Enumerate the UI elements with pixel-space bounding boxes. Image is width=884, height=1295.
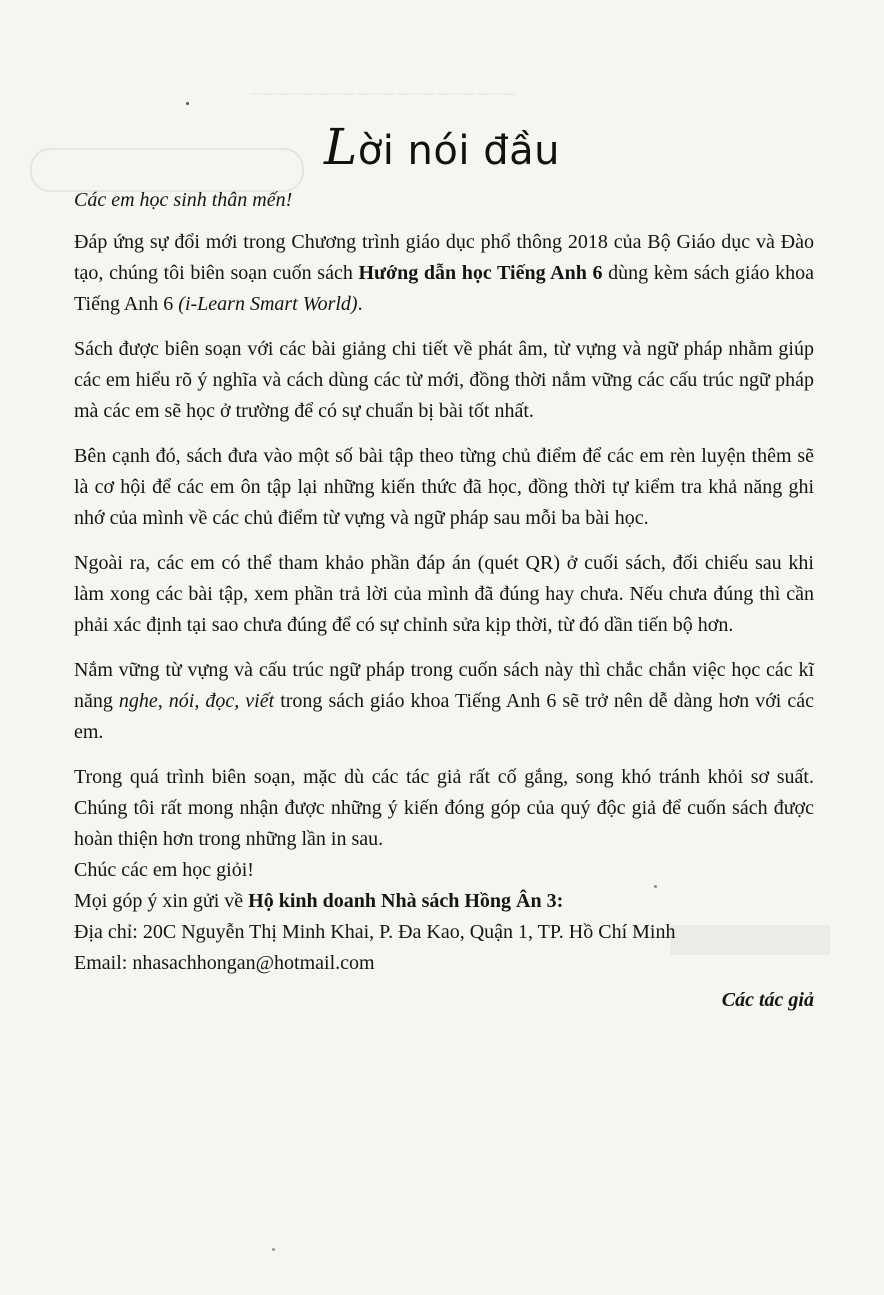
title-rest: ời nói đầu xyxy=(357,128,560,174)
paragraph-1-text-2: dùng kèm sách giáo khoa Tiếng Anh 6 xyxy=(74,262,815,315)
speck xyxy=(186,102,189,105)
book-title: Hướng dẫn học Tiếng Anh 6 xyxy=(358,262,603,284)
speck xyxy=(272,1248,275,1251)
contact-colon: : xyxy=(556,890,564,912)
contact-organization: Hộ kinh doanh Nhà sách Hồng Ân 3 xyxy=(248,890,557,912)
greeting: Các em học sinh thân mến! xyxy=(74,189,293,211)
paragraph-6: Trong quá trình biên soạn, mặc dù các tác giả rất cố gắng, song khó tránh khỏi sơ suất. Chúng tôi rất mong nhận được những ý kiến đóng góp của quý độc giả để cuốn sách được hoàn thiện hơn trong những lần in sau. xyxy=(74,766,814,850)
paragraph-5 xyxy=(74,655,814,748)
paragraph-3: Bên cạnh đó, sách đưa vào một số bài tập theo từng chủ điểm để các em rèn luyện thêm sẽ là cơ hội để các em ôn tập lại những kiến thức đã học, đồng thời tự kiểm tra khả năng ghi nhớ của mình về các chủ điểm từ vựng và ngữ pháp sau mỗi ba bài học. xyxy=(74,445,814,529)
preface-body xyxy=(74,185,814,1016)
contact-lead: Mọi góp ý xin gửi về xyxy=(74,890,249,912)
contact-email: Email: nhasachhongan@hotmail.com xyxy=(74,952,375,974)
paragraph-2: Sách được biên soạn với các bài giảng chi tiết về phát âm, từ vựng và ngữ pháp nhằm giúp các em hiểu rõ ý nghĩa và cách dùng các từ mới, đồng thời nắm vững các cấu trúc ngữ pháp mà các em sẽ học ở trường để có sự chuẩn bị bài tốt nhất. xyxy=(74,338,814,422)
title-initial: L xyxy=(324,118,358,176)
textbook-series: (i-Learn Smart World) xyxy=(178,293,358,315)
contact-line xyxy=(74,886,814,917)
paragraph-5-text-2: trong sách giáo khoa Tiếng Anh 6 sẽ trở nên dễ dàng hơn với các em. xyxy=(74,690,814,743)
skills-list: nghe, nói, đọc, viết xyxy=(118,690,275,712)
paragraph-1-text-3: . xyxy=(357,293,363,315)
closing-wish: Chúc các em học giỏi! xyxy=(74,859,254,881)
show-through-bleed: ──────────────────── xyxy=(250,86,517,103)
paragraph-1 xyxy=(74,227,814,320)
contact-address: Địa chỉ: 20C Nguyễn Thị Minh Khai, P. Đa Kao, Quận 1, TP. Hồ Chí Minh xyxy=(74,921,676,943)
paragraph-1-text: Đáp ứng sự đổi mới trong Chương trình giáo dục phổ thông 2018 của Bộ Giáo dục và Đào tạo, chúng tôi biên soạn cuốn sách xyxy=(74,231,814,284)
page-title xyxy=(0,118,884,176)
paragraph-4: Ngoài ra, các em có thể tham khảo phần đáp án (quét QR) ở cuối sách, đối chiếu sau khi làm xong các bài tập, xem phần trả lời của mình đã đúng hay chưa. Nếu chưa đúng thì cần phải xác định tại sao chưa đúng để có sự chỉnh sửa kịp thời, từ đó dần tiến bộ hơn. xyxy=(74,552,814,636)
paragraph-5-text: Nắm vững từ vựng và cấu trúc ngữ pháp trong cuốn sách này thì chắc chắn việc học các kĩ năng xyxy=(74,659,814,712)
signature: Các tác giả xyxy=(721,989,814,1011)
